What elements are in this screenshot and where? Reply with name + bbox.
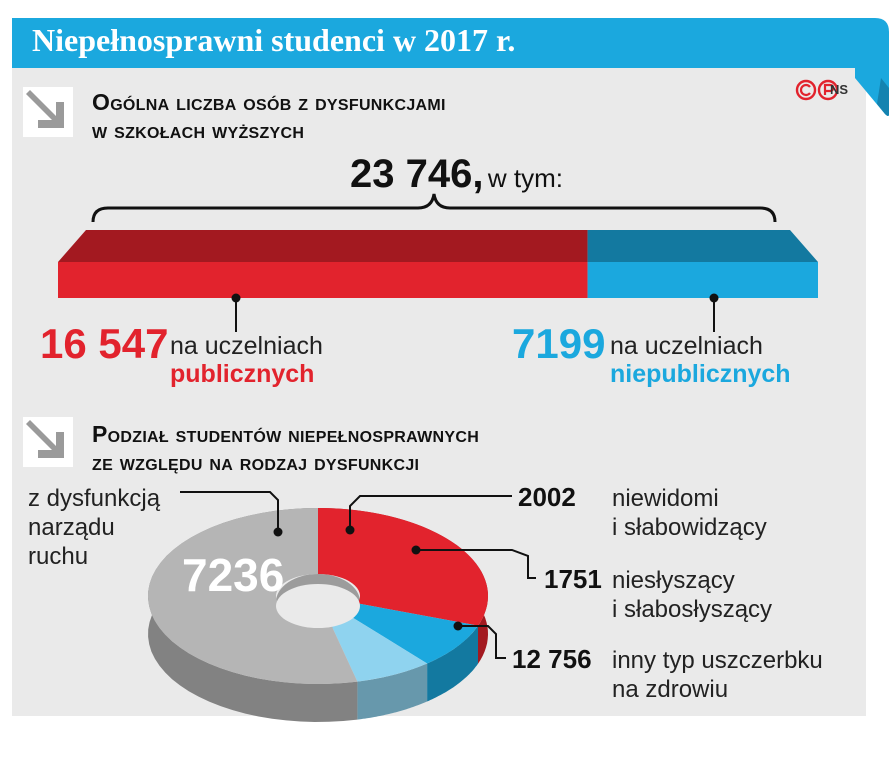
visual-text-line1: niewidomi	[612, 485, 719, 512]
motor-text-line2: narządu	[28, 514, 115, 541]
total-suffix: w tym:	[487, 163, 564, 193]
public-text: na uczelniach	[170, 332, 323, 360]
visual-description	[612, 484, 767, 542]
public-highlight: publicznych	[170, 360, 315, 388]
nonpublic-text: na uczelniach	[610, 332, 763, 360]
motor-text-line3: ruchu	[28, 543, 89, 570]
hearing-text-line1: niesłyszący	[612, 567, 735, 594]
visual-value: 2002	[518, 482, 576, 512]
page-title: Niepełnosprawni studenci w 2017 r.	[32, 22, 516, 58]
section1-heading-line2: w szkołach wyższych	[92, 117, 305, 143]
other-description	[612, 646, 823, 704]
hearing-text-line2: i słabosłyszący	[612, 596, 773, 623]
public-value-label: 16 547	[40, 320, 169, 367]
hearing-value: 1751	[544, 564, 602, 594]
section2-heading-line1: Podział studentów niepełnosprawnych	[92, 421, 480, 447]
other-value: 12 756	[512, 644, 592, 674]
visual-text-line2: i słabowidzący	[612, 514, 767, 541]
section2-heading-line2: ze względu na rodzaj dysfunkcji	[92, 449, 420, 475]
credit-initials: NS	[830, 82, 849, 97]
motor-description	[28, 484, 160, 571]
donut-hole	[276, 584, 360, 628]
hearing-description	[612, 566, 772, 624]
other-text-line1: inny typ uszczerbku	[612, 647, 823, 674]
nonpublic-value-label: 7199	[512, 320, 606, 367]
nonpublic-highlight: niepublicznych	[610, 360, 791, 388]
section1-heading-line1: Ogólna liczba osób z dysfunkcjami	[92, 89, 446, 115]
motor-slice-value: 7236	[182, 549, 285, 601]
other-text-line2: na zdrowiu	[612, 676, 729, 703]
total-value: 23 746,	[350, 152, 484, 196]
motor-text-line1: z dysfunkcją	[28, 485, 161, 512]
